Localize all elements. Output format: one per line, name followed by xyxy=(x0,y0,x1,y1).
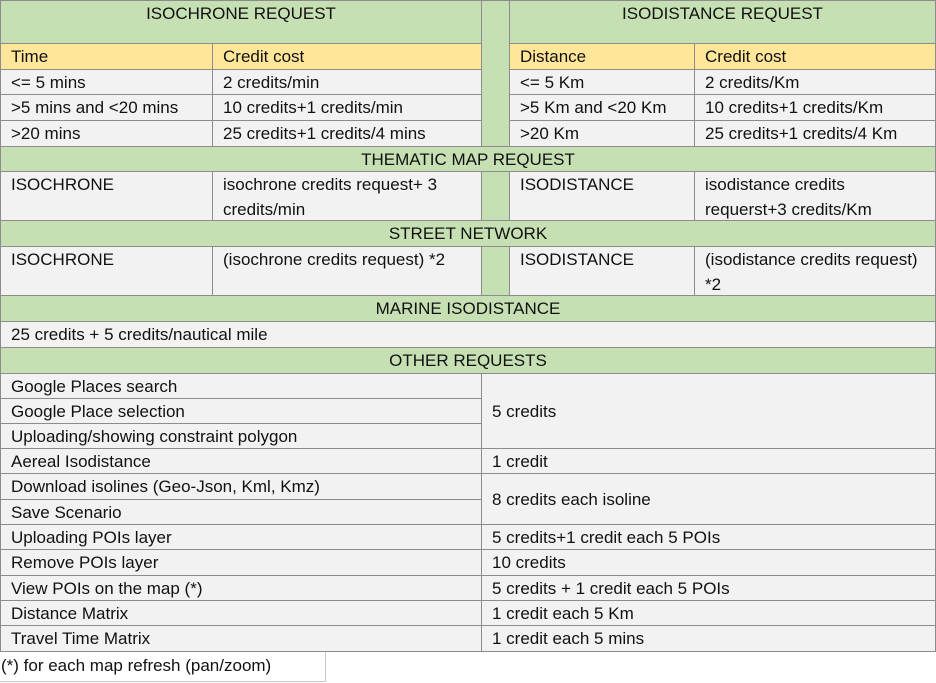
marine-isodistance-cost: 25 credits + 5 credits/nautical mile xyxy=(0,321,936,348)
other-request-label: Distance Matrix xyxy=(0,600,482,626)
isochrone-range-cell: <= 5 mins xyxy=(0,69,213,95)
marine-isodistance-header: MARINE ISODISTANCE xyxy=(0,295,936,322)
isodistance-request-header: ISODISTANCE REQUEST xyxy=(509,0,936,44)
other-request-label: View POIs on the map (*) xyxy=(0,575,482,601)
isodistance-credit-column-header: Credit cost xyxy=(694,43,936,70)
distance-column-header: Distance xyxy=(509,43,695,70)
street-network-header: STREET NETWORK xyxy=(0,220,936,247)
street-isochrone-label: ISOCHRONE xyxy=(0,246,213,296)
other-request-cost: 1 credit each 5 mins xyxy=(481,625,936,652)
thematic-map-header: THEMATIC MAP REQUEST xyxy=(0,146,936,172)
isodistance-cost-cell: 10 credits+1 credits/Km xyxy=(694,94,936,121)
thematic-gap-column xyxy=(481,171,510,221)
isochrone-cost-cell: 25 credits+1 credits/4 mins xyxy=(212,120,482,147)
header-gap-column xyxy=(481,0,510,147)
isodistance-cost-cell: 25 credits+1 credits/4 Km xyxy=(694,120,936,147)
other-request-cost: 10 credits xyxy=(481,549,936,576)
isochrone-cost-cell: 2 credits/min xyxy=(212,69,482,95)
other-request-label: Uploading POIs layer xyxy=(0,524,482,550)
other-request-cost: 5 credits+1 credit each 5 POIs xyxy=(481,524,936,550)
thematic-isodistance-cost: isodistance credits requerst+3 credits/Km xyxy=(694,171,936,221)
footnote: (*) for each map refresh (pan/zoom) xyxy=(0,652,326,682)
other-request-cost: 1 credit xyxy=(481,448,936,474)
other-request-label: Remove POIs layer xyxy=(0,549,482,576)
street-isodistance-label: ISODISTANCE xyxy=(509,246,695,296)
street-isodistance-cost: (isodistance credits request) *2 xyxy=(694,246,936,296)
isochrone-cost-cell: 10 credits+1 credits/min xyxy=(212,94,482,121)
thematic-isodistance-label: ISODISTANCE xyxy=(509,171,695,221)
other-request-label: Save Scenario xyxy=(0,499,482,525)
other-request-label: Google Places search xyxy=(0,373,482,399)
isochrone-range-cell: >5 mins and <20 mins xyxy=(0,94,213,121)
isodistance-range-cell: >20 Km xyxy=(509,120,695,147)
thematic-isochrone-label: ISOCHRONE xyxy=(0,171,213,221)
other-request-label: Download isolines (Geo-Json, Kml, Kmz) xyxy=(0,473,482,500)
isochrone-credit-column-header: Credit cost xyxy=(212,43,482,70)
other-requests-header: OTHER REQUESTS xyxy=(0,347,936,374)
other-request-label: Uploading/showing constraint polygon xyxy=(0,423,482,449)
other-request-label: Aereal Isodistance xyxy=(0,448,482,474)
other-request-cost: 8 credits each isoline xyxy=(481,473,936,525)
street-gap-column xyxy=(481,246,510,296)
other-request-cost: 5 credits + 1 credit each 5 POIs xyxy=(481,575,936,601)
thematic-isochrone-cost: isochrone credits request+ 3 credits/min xyxy=(212,171,482,221)
other-request-cost: 1 credit each 5 Km xyxy=(481,600,936,626)
other-request-label: Google Place selection xyxy=(0,398,482,424)
isochrone-range-cell: >20 mins xyxy=(0,120,213,147)
street-isochrone-cost: (isochrone credits request) *2 xyxy=(212,246,482,296)
other-request-cost: 5 credits xyxy=(481,373,936,449)
other-request-label: Travel Time Matrix xyxy=(0,625,482,652)
isodistance-range-cell: >5 Km and <20 Km xyxy=(509,94,695,121)
time-column-header: Time xyxy=(0,43,213,70)
isodistance-cost-cell: 2 credits/Km xyxy=(694,69,936,95)
isodistance-range-cell: <= 5 Km xyxy=(509,69,695,95)
isochrone-request-header: ISOCHRONE REQUEST xyxy=(0,0,482,44)
